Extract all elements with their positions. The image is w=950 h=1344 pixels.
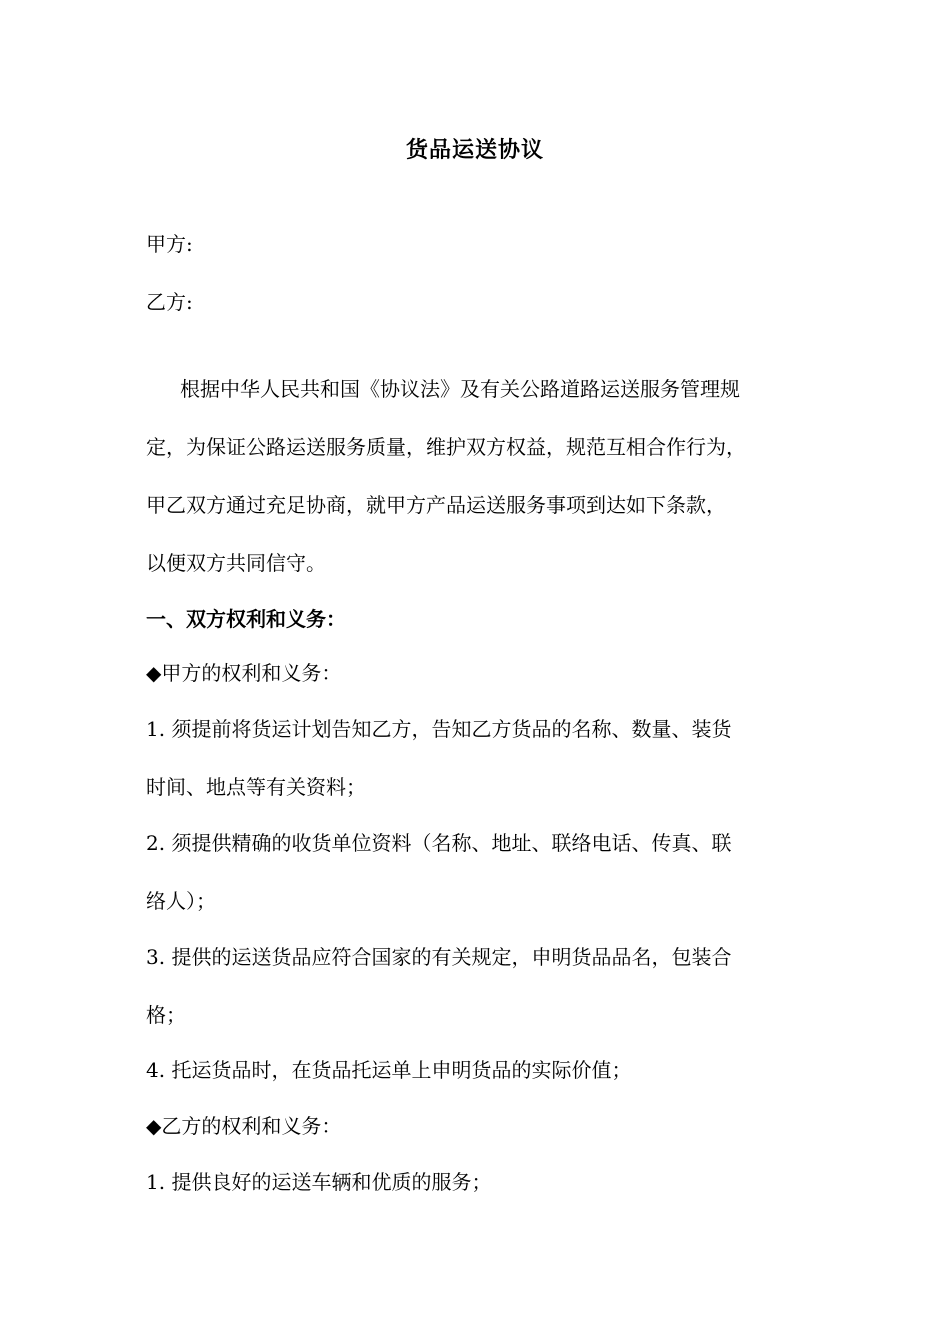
party-a-item-3-line-1: 3. 提供的运送货品应符合国家的有关规定，申明货品品名，包装合 xyxy=(146,945,732,969)
party-a-label: 甲方: xyxy=(146,232,193,256)
party-a-item-1-line-2: 时间、地点等有关资料； xyxy=(146,775,366,799)
document-title: 货品运送协议 xyxy=(405,137,544,163)
party-a-item-2-line-1: 2. 须提供精确的收货单位资料（名称、地址、联络电话、传真、联 xyxy=(146,831,732,855)
party-a-rights-heading: ◆甲方的权利和义务： xyxy=(146,661,342,685)
party-a-item-4-line-1: 4. 托运货品时，在货品托运单上申明货品的实际价值； xyxy=(146,1058,632,1082)
party-b-label: 乙方: xyxy=(146,290,193,314)
party-a-item-2-line-2: 络人）； xyxy=(146,889,216,913)
intro-line-2: 定，为保证公路运送服务质量，维护双方权益，规范互相合作行为， xyxy=(146,435,746,459)
party-a-item-1-line-1: 1. 须提前将货运计划告知乙方，告知乙方货品的名称、数量、装货 xyxy=(146,717,732,741)
intro-line-3: 甲乙双方通过充足协商，就甲方产品运送服务事项到达如下条款， xyxy=(146,493,726,517)
intro-line-4: 以便双方共同信守。 xyxy=(146,551,326,575)
section-heading-rights-obligations: 一、双方权利和义务： xyxy=(146,607,346,631)
party-b-rights-heading: ◆乙方的权利和义务： xyxy=(146,1114,342,1138)
party-a-item-3-line-2: 格； xyxy=(146,1003,186,1027)
party-b-item-1-line-1: 1. 提供良好的运送车辆和优质的服务； xyxy=(146,1170,492,1194)
intro-line-1: 根据中华人民共和国《协议法》及有关公路道路运送服务管理规 xyxy=(180,377,740,401)
